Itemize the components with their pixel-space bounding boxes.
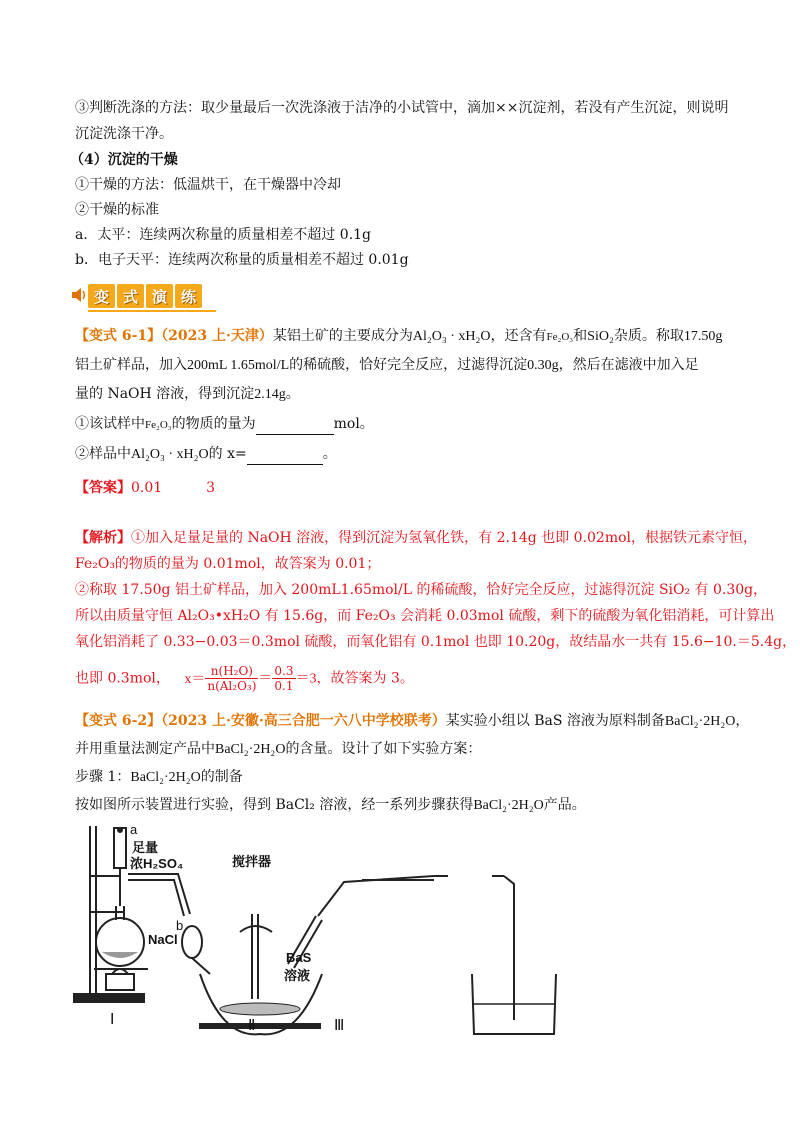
formula-x: x＝ — [184, 671, 206, 687]
drying-method: ①干燥的方法：低温烘干，在干燥器中冷却 — [75, 177, 341, 193]
formula-al2o3-xh2o: Al₂O₃ · xH₂O — [131, 447, 209, 462]
rotation-arrow — [240, 926, 272, 932]
answer-value-1: 0.01 — [131, 480, 163, 496]
q61-line3 — [75, 384, 300, 405]
q62-step1 — [75, 767, 243, 788]
fraction-value — [272, 664, 295, 693]
q61-answer — [75, 478, 215, 498]
q61-text: 。 — [322, 446, 337, 462]
analysis-tag: 【解析】 — [75, 530, 131, 546]
formula-bacl2: BaCl₂·2H₂O — [215, 742, 286, 757]
q61-text: 的物质的量为 — [171, 416, 256, 432]
analysis-text: ，故答案为 3。 — [316, 670, 414, 687]
apparatus-figure — [72, 824, 592, 1044]
formula-fe2o3: Fe₂O₃ — [546, 331, 574, 343]
q61-text: ，还含有 — [490, 328, 547, 344]
formula-bacl2: BaCl₂·2H₂O — [130, 770, 201, 785]
banner-char: 变 — [88, 284, 115, 308]
answer-tag: 【答案】 — [75, 480, 131, 496]
q61-ppt1: 0.30g — [527, 358, 559, 373]
fraction-numerator: n(H₂O) — [205, 664, 258, 679]
q61-text: 某铝土矿的主要成分为 — [272, 328, 413, 344]
formula-bacl2: BaCl₂·2H₂O — [473, 798, 544, 813]
q61-text: 铝土矿样品，加入 — [75, 357, 187, 373]
q62-text: 的制备 — [200, 769, 243, 785]
fraction-denominator: 0.1 — [274, 679, 294, 693]
q61-mass: 17.50g — [683, 329, 723, 344]
q62-line4 — [75, 795, 586, 816]
formula-al2o3-xh2o: Al₂O₃ · xH₂O — [412, 329, 491, 344]
label-a: a — [130, 824, 138, 837]
q62-text: 步骤 1： — [75, 769, 131, 785]
banner-char: 式 — [117, 284, 144, 308]
burner — [106, 974, 134, 990]
q61-text: 。 — [285, 386, 300, 402]
fraction-numerator: 0.3 — [274, 664, 294, 678]
label-roman-3: Ⅲ — [334, 1018, 345, 1034]
analysis-line6 — [75, 664, 414, 693]
formula-eq: ＝ — [258, 671, 273, 687]
label-reagent1: 足量 — [132, 840, 159, 855]
label-bas-solution: 溶液 — [284, 968, 311, 983]
fraction-n — [205, 664, 258, 693]
label-bas: BaS — [286, 950, 312, 965]
flask-1 — [96, 918, 144, 966]
speaker-icon — [70, 285, 88, 305]
q61-acid: 200mL 1.65mol/L — [187, 358, 290, 373]
analysis-text: 也即 0.3mol， — [75, 670, 170, 687]
q61-text: 的稀硫酸，恰好完全反应，过滤得沉淀 — [289, 357, 528, 373]
bulb-b — [182, 926, 202, 958]
fraction-denominator: n(Al₂O₃) — [207, 679, 257, 693]
q62-text: 并用重量法测定产品中 — [75, 741, 215, 757]
answer-value-2: 3 — [206, 480, 216, 496]
q61-text: 量的 NaOH 溶液，得到沉淀 — [75, 386, 255, 402]
label-stirrer: 搅拌器 — [232, 854, 272, 869]
q62-text: 某实验小组以 BaS 溶液为原料制备 — [445, 713, 665, 729]
wash-judge-line2: 沉淀洗涤干净。 — [75, 126, 173, 142]
formula-bacl2: BaCl₂·2H₂O — [664, 714, 736, 729]
q61-text: ，然后在滤液中加入足 — [558, 357, 699, 373]
q61-sub1 — [75, 414, 374, 435]
label-roman-1: Ⅰ — [110, 1012, 115, 1028]
drying-standard-a: a．太平：连续两次称量的质量相差不超过 0.1g — [75, 227, 372, 243]
q61-line1 — [75, 326, 722, 347]
formula-sio2: SiO₂ — [587, 329, 614, 344]
drying-heading: （4）沉淀的干燥 — [70, 152, 178, 168]
label-reagent2: 浓H₂SO₄ — [130, 856, 184, 871]
q61-text: mol。 — [333, 416, 374, 432]
banner-underline — [88, 309, 238, 315]
q61-text: 和 — [573, 328, 588, 344]
banner-char: 演 — [146, 284, 173, 308]
analysis-line2: Fe₂O₃的物质的量为 0.01mol，故答案为 0.01； — [75, 556, 381, 572]
q62-tag: 【变式 6-2】 — [75, 713, 162, 729]
dropping-funnel — [114, 828, 126, 868]
q62-text: 按如图所示装置进行实验，得到 BaCl₂ 溶液，经一系列步骤获得 — [75, 797, 474, 813]
drying-standard: ②干燥的标准 — [75, 202, 159, 218]
stand-base — [74, 994, 144, 1002]
q62-text: 的含量。设计了如下实验方案： — [285, 741, 482, 757]
drying-standard-b: b．电子天平：连续两次称量的质量相差不超过 0.01g — [75, 252, 409, 268]
q61-sub2 — [75, 444, 337, 465]
q62-source: （2023 上·安徽·高三合肥一六八中学校联考） — [161, 713, 446, 729]
banner-char: 练 — [175, 284, 202, 308]
answer-blank[interactable] — [256, 420, 334, 435]
q61-tag: 【变式 6-1】 — [75, 328, 162, 344]
label-nacl: NaCl — [148, 932, 178, 947]
q62-text: ， — [735, 713, 750, 729]
label-b: b — [176, 918, 184, 933]
q61-text: ①该试样中 — [75, 416, 145, 432]
analysis-line5: 氧化铝消耗了 0.33−0.03＝0.3mol 硫酸，而氧化铝有 0.1mol 也即 10.20g，故结晶水一共有 15.6−10.＝5.4g， — [75, 634, 797, 650]
q62-line1 — [75, 711, 749, 732]
analysis-line3: ②称取 17.50g 铝土矿样品，加入 200mL1.65mol/L 的稀硫酸，恰好完全反应，过滤得沉淀 SiO₂ 有 0.30g， — [75, 582, 768, 598]
q61-text: 的 x= — [208, 446, 247, 462]
formula-result: ＝3 — [295, 671, 317, 687]
wash-judge-line1: ③判断洗涤的方法：取少量最后一次洗涤液于洁净的小试管中，滴加××沉淀剂，若没有产生沉淀，则说明 — [75, 100, 729, 116]
variant-exercise-banner — [70, 281, 220, 311]
analysis-line4: 所以由质量守恒 Al₂O₃•xH₂O 有 15.6g，而 Fe₂O₃ 会消耗 0.03mol 硫酸，剩下的硫酸为氧化铝消耗，可计算出 — [75, 608, 775, 624]
q61-text: ②样品中 — [75, 446, 131, 462]
analysis-text: ①加入足量足量的 NaOH 溶液，得到沉淀为氢氧化铁，有 2.14g 也即 0.02mol，根据铁元素守恒， — [131, 530, 758, 546]
q62-text: 产品。 — [543, 797, 586, 813]
q62-line2 — [75, 739, 481, 760]
answer-blank[interactable] — [247, 450, 323, 465]
formula-fe2o3: Fe₂O₃ — [145, 419, 172, 431]
label-roman-2: Ⅱ — [248, 1018, 256, 1034]
q61-line2 — [75, 355, 699, 376]
analysis-line1 — [75, 528, 757, 548]
q61-text: 杂质。称取 — [613, 328, 684, 344]
q61-source: （2023 上·天津） — [161, 328, 273, 344]
q61-ppt2: 2.14g — [254, 387, 286, 402]
